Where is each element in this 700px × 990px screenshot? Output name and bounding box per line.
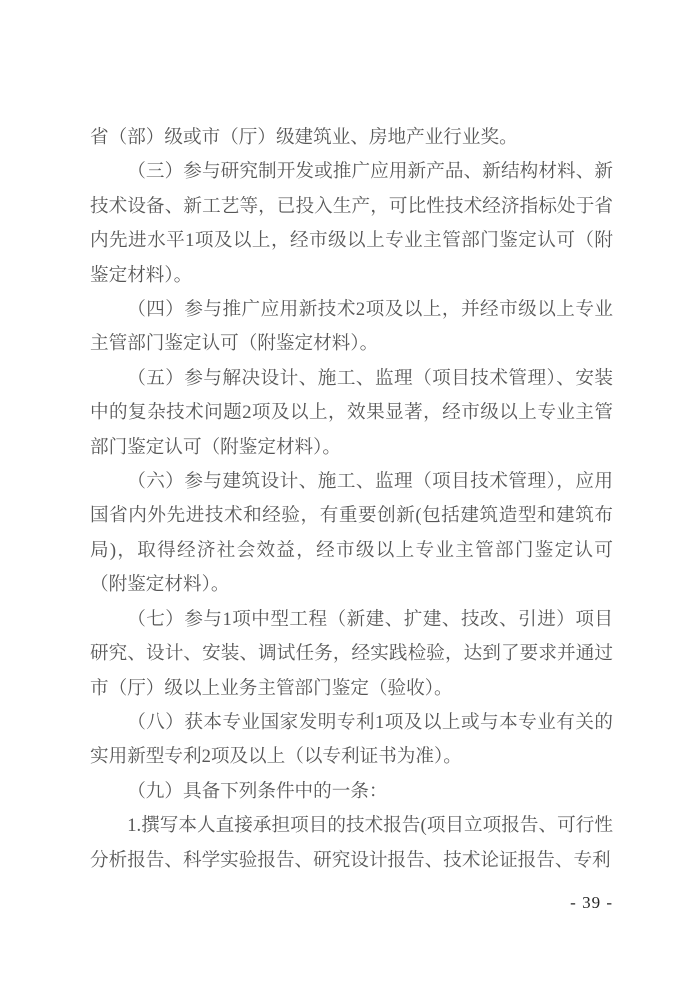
paragraph-item-3: （三）参与研究制开发或推广应用新产品、新结构材料、新技术设备、新工艺等，已投入生产，可比性技术经济指标处于省内先进水平1项及以上，经市级以上专业主管部门鉴定认可（附鉴定材料）。 (90, 161, 613, 286)
paragraph-sub-item-1: 1.撰写本人直接承担项目的技术报告(项目立项报告、可行性分析报告、科学实验报告、研究设计报告、技术论证报告、专利 (90, 815, 613, 871)
document-body (90, 121, 613, 878)
paragraph-item-9: （九）具备下列条件中的一条： (127, 780, 388, 802)
paragraph-item-8: （八）获本专业国家发明专利1项及以上或与本专业有关的实用新型专利2项及以上（以专利证书为准）。 (90, 711, 613, 768)
page-number: - 39 - (570, 893, 613, 912)
paragraph-item-7: （七）参与1项中型工程（新建、扩建、技改、引进）项目研究、设计、安装、调试任务，经实践检验，达到了要求并通过市（厅）级以上业务主管部门鉴定（验收）。 (90, 608, 613, 699)
paragraph-item-5: （五）参与解决设计、施工、监理（项目技术管理）、安装中的复杂技术问题2项及以上，效果显著，经市级以上专业主管部门鉴定认可（附鉴定材料）。 (90, 367, 613, 458)
paragraph-item-6: （六）参与建筑设计、施工、监理（项目技术管理），应用国省内外先进技术和经验，有重要创新(包括建筑造型和建筑布局)，取得经济社会效益，经市级以上专业主管部门鉴定认可（附鉴定材料）。 (90, 471, 613, 596)
paragraph-item-4: （四）参与推广应用新技术2项及以上，并经市级以上专业主管部门鉴定认可（附鉴定材料）。 (90, 299, 613, 355)
paragraph-continuation: 省（部）级或市（厅）级建筑业、房地产业行业奖。 (90, 127, 518, 148)
